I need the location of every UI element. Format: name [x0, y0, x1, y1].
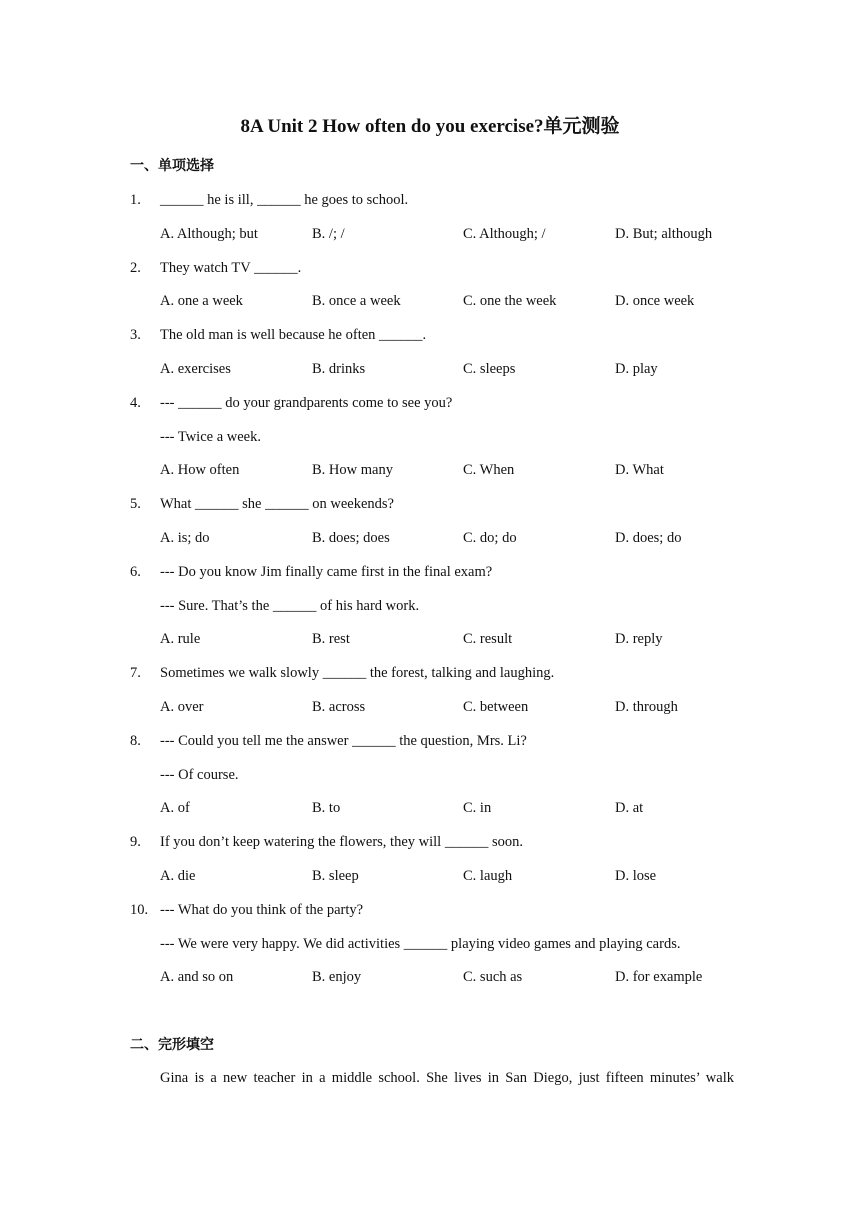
question-number: 9.: [130, 834, 141, 851]
question-number: 4.: [130, 394, 141, 411]
question-line: [130, 562, 750, 596]
option-c: C. When: [463, 462, 515, 479]
option-c: C. one the week: [463, 293, 557, 310]
option-a: A. of: [160, 800, 190, 817]
options-row: [130, 967, 750, 1001]
option-d: D. But; although: [615, 225, 713, 242]
option-b: B. once a week: [312, 293, 401, 310]
option-b: B. sleep: [312, 867, 359, 884]
option-b: B. How many: [312, 462, 393, 479]
option-a: A. and so on: [160, 969, 234, 986]
question-number: 10.: [130, 901, 149, 918]
option-b: B. drinks: [312, 360, 366, 377]
question-number: 1.: [130, 192, 141, 208]
option-d: D. for example: [615, 969, 703, 986]
question-text: --- Of course.: [160, 766, 239, 783]
question-line: [130, 900, 750, 934]
question-text: --- ______ do your grandparents come to see you?: [160, 394, 453, 411]
section-heading-multiple-choice: 一、单项选择: [130, 158, 214, 174]
question-number: 8.: [130, 732, 141, 749]
option-d: D. once week: [615, 293, 695, 310]
option-c: C. do; do: [463, 529, 517, 546]
question-text: Sometimes we walk slowly ______ the forest, talking and laughing.: [160, 665, 555, 682]
question-text: ______ he is ill, ______ he goes to school.: [160, 192, 409, 208]
question-text: If you don’t keep watering the flowers, they will ______ soon.: [160, 834, 523, 851]
question-line: [130, 427, 750, 461]
question-number: 7.: [130, 665, 141, 682]
question-number: 3.: [130, 327, 141, 344]
question-line: [130, 190, 750, 224]
question-text: --- Could you tell me the answer ______ the question, Mrs. Li?: [160, 732, 527, 749]
question-line: [130, 258, 750, 292]
question-line: [130, 325, 750, 359]
option-c: C. such as: [463, 969, 523, 986]
options-row: [130, 528, 750, 562]
option-b: B. rest: [312, 631, 350, 648]
options-row: [130, 359, 750, 393]
section-heading-cloze: 二、完形填空: [130, 1037, 214, 1053]
options-row: [130, 798, 750, 832]
option-b: B. across: [312, 698, 366, 715]
option-d: D. lose: [615, 867, 657, 884]
question-text: --- Sure. That’s the ______ of his hard work.: [160, 597, 420, 614]
options-row: [130, 291, 750, 325]
option-a: A. die: [160, 867, 196, 884]
question-line: [130, 663, 750, 697]
option-a: A. over: [160, 698, 204, 715]
question-list: [130, 190, 750, 1001]
option-d: D. does; do: [615, 529, 682, 546]
option-d: D. play: [615, 360, 658, 377]
options-row: [130, 460, 750, 494]
question-line: [130, 596, 750, 630]
option-a: A. one a week: [160, 293, 243, 310]
options-row: [130, 224, 750, 258]
question-text: --- Do you know Jim finally came first in the final exam?: [160, 563, 493, 580]
option-a: A. exercises: [160, 360, 231, 377]
option-b: B. does; does: [312, 529, 390, 546]
option-c: C. sleeps: [463, 360, 516, 377]
question-number: 2.: [130, 259, 141, 276]
question-line: [130, 765, 750, 799]
question-line: [130, 934, 750, 968]
question-text: --- Twice a week.: [160, 428, 261, 445]
question-number: 5.: [130, 496, 141, 513]
option-b: B. enjoy: [312, 969, 362, 986]
option-c: C. between: [463, 698, 529, 715]
option-d: D. at: [615, 800, 644, 817]
options-row: [130, 866, 750, 900]
question-line: [130, 832, 750, 866]
document-title: 8A Unit 2 How often do you exercise?单元测验: [240, 116, 620, 137]
question-line: [130, 731, 750, 765]
option-c: C. result: [463, 631, 513, 648]
option-d: D. What: [615, 462, 664, 479]
option-a: A. How often: [160, 462, 240, 479]
question-number: 6.: [130, 563, 141, 580]
question-text: --- We were very happy. We did activities ______ playing video games and playing cards.: [160, 935, 681, 952]
option-d: D. reply: [615, 631, 663, 648]
question-text: The old man is well because he often ______.: [160, 327, 427, 344]
option-c: C. in: [463, 800, 492, 817]
option-b: B. /; /: [312, 225, 345, 242]
question-text: What ______ she ______ on weekends?: [160, 496, 394, 513]
question-text: They watch TV ______.: [160, 259, 302, 276]
option-b: B. to: [312, 800, 341, 817]
question-line: [130, 393, 750, 427]
option-a: A. Although; but: [160, 225, 258, 242]
option-c: C. laugh: [463, 867, 513, 884]
option-a: A. is; do: [160, 529, 210, 546]
option-d: D. through: [615, 698, 678, 715]
question-line: [130, 494, 750, 528]
question-text: --- What do you think of the party?: [160, 901, 364, 918]
option-a: A. rule: [160, 631, 201, 648]
options-row: [130, 697, 750, 731]
option-c: C. Although; /: [463, 225, 546, 242]
options-row: [130, 629, 750, 663]
cloze-paragraph: Gina is a new teacher in a middle school. She lives in San Diego, just fifteen minutes’ walk: [160, 1070, 734, 1086]
